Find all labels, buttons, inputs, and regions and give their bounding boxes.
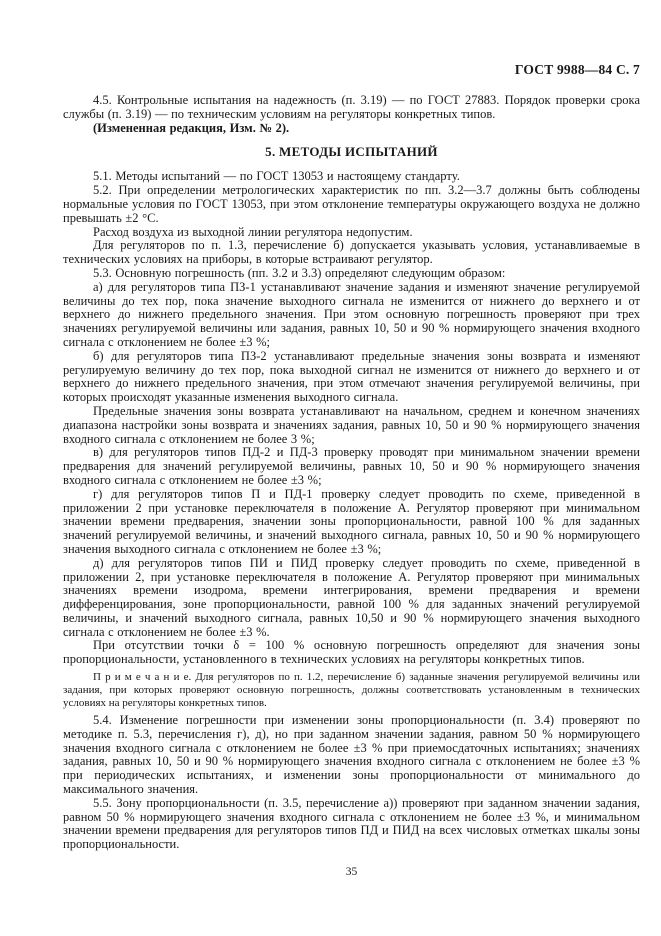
paragraph-5-2: 5.2. При определении метрологических характеристик по пп. 3.2—3.7 должны быть соблюдены нормальные условия по ГОСТ 13053, при этом отклонение температуры окружающего воздуха не должно превышать ±2 °С. (63, 183, 640, 225)
paragraph-5-1: 5.1. Методы испытаний — по ГОСТ 13053 и настоящему стандарту. (93, 169, 460, 184)
page-number: 35 (345, 866, 358, 879)
list-item-a: а) для регуляторов типа ПЗ-1 устанавливают значение задания и изменяют значение регулируемой величины до тех пор, пока значение выходного сигнала не изменится от нижнего до верхнего и от верхнего до нижнего предельного значения. При этом основную погрешность проверяют при трех значениях регулируемой величины или задания, равных 10, 50 и 90 % нормирующего значения входного сигнала с отклонением не более ±3 %; (63, 279, 640, 349)
amendment-note: (Измененная редакция, Изм. № 2). (93, 120, 290, 135)
list-item-b: б) для регуляторов типа ПЗ-2 устанавливают предельные значения зоны возврата и изменяют регулируемую величину до тех пор, пока выходной сигнал не изменится от нижнего до верхнего и от верхнего до нижнего предельного значения, при этом отмечают значения регулируемой величины, при которых происходят указанные изменения выходного сигнала. (63, 348, 640, 405)
paragraph-5-3: 5.3. Основную погрешность (пп. 3.2 и 3.3) определяют следующим образом: (93, 265, 506, 280)
list-item-v: в) для регуляторов типов ПД-2 и ПД-3 проверку проводят при минимальном значении времени предварения для значений регулируемой величины, равных 10, 50 и 90 % нормирующего значения входного сигнала с отклонением не более ±3 %; (63, 445, 640, 487)
list-item-d: д) для регуляторов типов ПИ и ПИД проверку следует проводить по схеме, приведенной в приложении 2, при установке переключателя в положение А. Регулятор проверяют при минимальных значениях времени изодрома, времени интегрирования, времени предварения и времени дифференцирования, зоне пропорциональности, равной 100 % для заданных значений регулируемой величины, и значений выходного сигнала, равных 10,50 и 90 % нормирующего значения выходного сигнала с отклонением не более ±3 %. (63, 555, 640, 639)
section-heading-methods: 5. МЕТОДЫ ИСПЫТАНИЙ (265, 144, 438, 160)
paragraph-4-5: 4.5. Контрольные испытания на надежность (п. 3.19) — по ГОСТ 27883. Порядок проверки срока службы (п. 3.19) — по техническим условиям на регуляторы конкретных типов. (63, 93, 640, 121)
running-header: ГОСТ 9988—84 С. 7 (514, 62, 640, 77)
paragraph-5-2-air-flow: Расход воздуха из выходной линии регулятора недопустим. (93, 224, 413, 239)
paragraph-delta-point: При отсутствии точки δ = 100 % основную погрешность определяют для значения зоны пропорциональности, установленного в технических условиях на регуляторы конкретных типов. (63, 638, 640, 667)
paragraph-5-2-conditions: Для регуляторов по п. 1.3, перечисление б) допускается указывать условия, устанавливаемые в технических условиях на приборы, в которые встраивают регулятор. (63, 238, 640, 267)
list-item-b-limit-values: Предельные значения зоны возврата устанавливают на начальном, среднем и конечном значениях диапазона настройки зоны возврата и значениях задания, равных 10, 50 и 90 % нормирующего значения входного сигнала с отклонением не более 3 %; (63, 403, 640, 446)
paragraph-5-4: 5.4. Изменение погрешности при изменении зоны пропорциональности (п. 3.4) проверяют по методике п. 5.3, перечисления г), д), но при заданном значении задания, равном 50 % нормирующего значения входного сигнала с отклонением не более ±3 % при приемосдаточных испытаниях; значениях задания, равных 10, 50 и 90 % нормирующего значения входного сигнала с отклонением не более ±3 % при периодических испытаниях, и изменении зоны пропорциональности от минимального до максимального значения. (63, 713, 640, 797)
list-item-g: г) для регуляторов типов П и ПД-1 проверку следует проводить по схеме, приведенной в приложении 2 при установке переключателя в положение А. Регулятор проверяют при минимальном значении времени предварения, значении зоны пропорциональности, равной 100 % для заданных значений регулируемой величины, и значений выходного сигнала, равных 10, 50 и 90 % нормирующего значения выходного сигнала с отклонением не более ±3 %; (63, 486, 640, 556)
paragraph-5-5: 5.5. Зону пропорциональности (п. 3.5, перечисление а)) проверяют при заданном значении задания, равном 50 % нормирующего значения входного сигнала с отклонением не более ±3 %, и минимальном значении времени предварения для регуляторов типов ПД и ПИД на всех числовых отметках шкалы зоны пропорциональности. (63, 795, 640, 852)
footnote-remark: П р и м е ч а н и е. Для регуляторов по п. 1.2, перечисление б) заданные значения регулируемой величины или задания, при которых проверяют основную погрешность, должны соответствовать установленным в технических условиях на регуляторы конкретных типов. (63, 671, 640, 710)
